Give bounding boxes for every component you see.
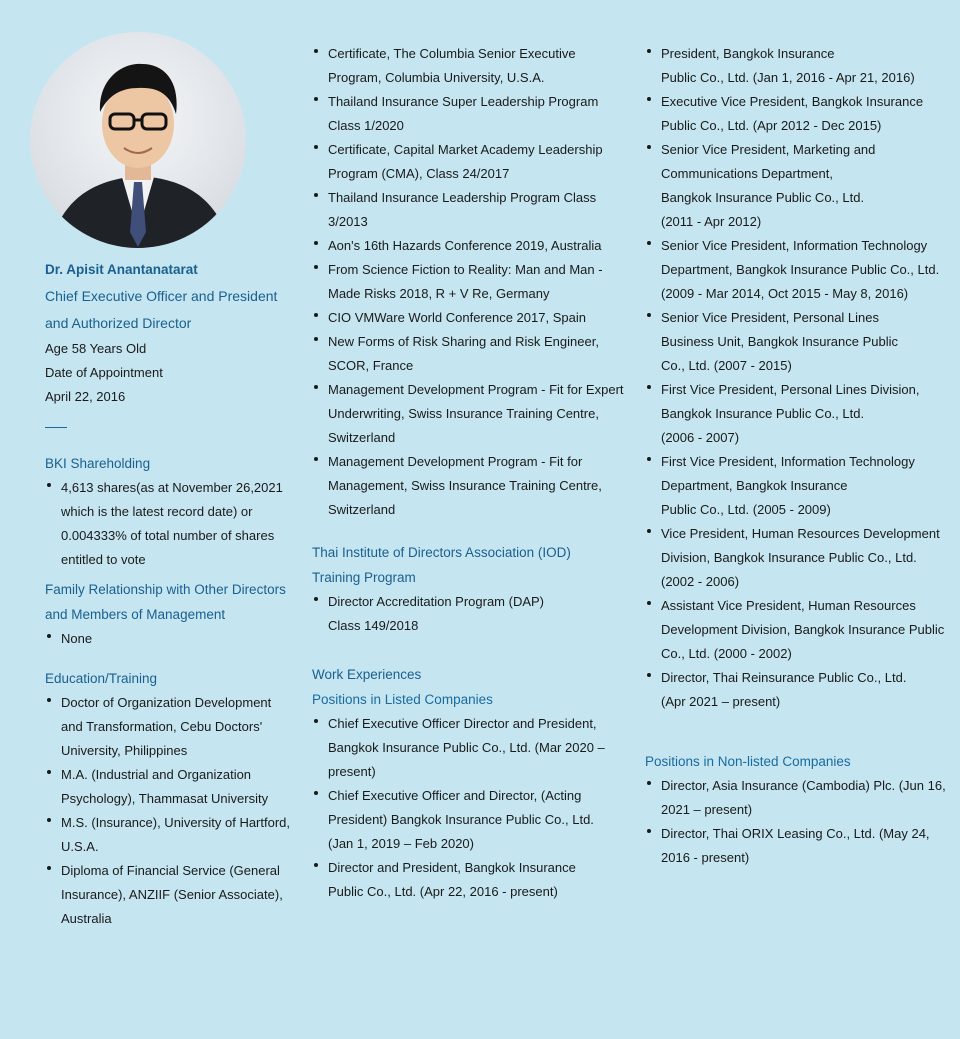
- iod-heading-line1: Thai Institute of Directors Association (IOD): [312, 545, 571, 560]
- family-list: [45, 627, 300, 651]
- list-item: M.S. (Insurance), University of Hartford, U.S.A.: [45, 811, 300, 859]
- list-item: Chief Executive Officer Director and President, Bangkok Insurance Public Co., Ltd. (Mar 2020 – present): [312, 712, 634, 784]
- list-item: Director and President, Bangkok Insurance Public Co., Ltd. (Apr 22, 2016 - present): [312, 856, 634, 904]
- iod-list: [312, 590, 634, 638]
- list-item: None: [45, 627, 300, 651]
- director-title-line1: Chief Executive Officer and President: [45, 288, 278, 304]
- list-item: Chief Executive Officer and Director, (Acting President) Bangkok Insurance Public Co., Ltd. (Jan 1, 2019 – Feb 2020): [312, 784, 634, 856]
- listed-positions-list-continued: [645, 42, 957, 714]
- work-heading: Work Experiences: [312, 667, 422, 682]
- list-item: From Science Fiction to Reality: Man and Man - Made Risks 2018, R + V Re, Germany: [312, 258, 634, 306]
- list-item: Management Development Program - Fit for Expert Underwriting, Swiss Insurance Training Centre, Switzerland: [312, 378, 634, 450]
- list-item: Director, Asia Insurance (Cambodia) Plc. (Jun 16, 2021 – present): [645, 774, 957, 822]
- family-heading-line1: Family Relationship with Other Directors: [45, 582, 286, 597]
- education-list-continued: [312, 42, 634, 522]
- list-item: Aon's 16th Hazards Conference 2019, Australia: [312, 234, 634, 258]
- list-item: Thailand Insurance Leadership Program Class 3/2013: [312, 186, 634, 234]
- profile-photo: [30, 32, 246, 248]
- list-item: First Vice President, Information Technology Department, Bangkok Insurance Public Co., Ltd. (2005 - 2009): [645, 450, 957, 522]
- education-heading: Education/Training: [45, 671, 158, 686]
- education-list: [45, 691, 300, 931]
- director-age: Age 58 Years Old: [45, 341, 147, 356]
- list-item: 4,613 shares(as at November 26,2021 which is the latest record date) or 0.004333% of total number of shares entitled to vote: [45, 476, 300, 572]
- nonlisted-positions-list: [645, 774, 957, 870]
- family-heading-line2: and Members of Management: [45, 607, 226, 622]
- list-item: Doctor of Organization Development and Transformation, Cebu Doctors' University, Philippines: [45, 691, 300, 763]
- list-item: Senior Vice President, Marketing and Communications Department, Bangkok Insurance Public Co., Ltd. (2011 - Apr 2012): [645, 138, 957, 234]
- portrait-illustration: [30, 32, 246, 248]
- list-item: President, Bangkok Insurance Public Co., Ltd. (Jan 1, 2016 - Apr 21, 2016): [645, 42, 957, 90]
- list-item: Senior Vice President, Information Technology Department, Bangkok Insurance Public Co., Ltd. (2009 - Mar 2014, Oct 2015 - May 8, 2016): [645, 234, 957, 306]
- list-item: M.A. (Industrial and Organization Psychology), Thammasat University: [45, 763, 300, 811]
- list-item: Director, Thai Reinsurance Public Co., Ltd. (Apr 2021 – present): [645, 666, 957, 714]
- shareholding-heading: BKI Shareholding: [45, 456, 151, 471]
- list-item: New Forms of Risk Sharing and Risk Engineer, SCOR, France: [312, 330, 634, 378]
- list-item: Director Accreditation Program (DAP) Class 149/2018: [312, 590, 634, 638]
- shareholding-list: [45, 476, 300, 572]
- appointment-date: April 22, 2016: [45, 389, 126, 404]
- appointment-label: Date of Appointment: [45, 365, 163, 380]
- list-item: Certificate, Capital Market Academy Leadership Program (CMA), Class 24/2017: [312, 138, 634, 186]
- director-name: Dr. Apisit Anantanatarat: [45, 262, 198, 277]
- list-item: Assistant Vice President, Human Resources Development Division, Bangkok Insurance Public Co., Ltd. (2000 - 2002): [645, 594, 957, 666]
- listed-positions-list: [312, 712, 634, 904]
- nonlisted-companies-heading: Positions in Non-listed Companies: [645, 754, 851, 769]
- list-item: Diploma of Financial Service (General Insurance), ANZIIF (Senior Associate), Australia: [45, 859, 300, 931]
- listed-companies-heading: Positions in Listed Companies: [312, 692, 493, 707]
- list-item: Senior Vice President, Personal Lines Business Unit, Bangkok Insurance Public Co., Ltd. (2007 - 2015): [645, 306, 957, 378]
- director-title-line2: and Authorized Director: [45, 315, 192, 331]
- list-item: Certificate, The Columbia Senior Executive Program, Columbia University, U.S.A.: [312, 42, 634, 90]
- list-item: Director, Thai ORIX Leasing Co., Ltd. (May 24, 2016 - present): [645, 822, 957, 870]
- iod-heading-line2: Training Program: [312, 570, 416, 585]
- list-item: Management Development Program - Fit for Management, Swiss Insurance Training Centre, Switzerland: [312, 450, 634, 522]
- list-item: Thailand Insurance Super Leadership Program Class 1/2020: [312, 90, 634, 138]
- list-item: CIO VMWare World Conference 2017, Spain: [312, 306, 634, 330]
- list-item: Executive Vice President, Bangkok Insurance Public Co., Ltd. (Apr 2012 - Dec 2015): [645, 90, 957, 138]
- section-divider: [45, 427, 67, 428]
- list-item: Vice President, Human Resources Development Division, Bangkok Insurance Public Co., Ltd. (2002 - 2006): [645, 522, 957, 594]
- list-item: First Vice President, Personal Lines Division, Bangkok Insurance Public Co., Ltd. (2006 - 2007): [645, 378, 957, 450]
